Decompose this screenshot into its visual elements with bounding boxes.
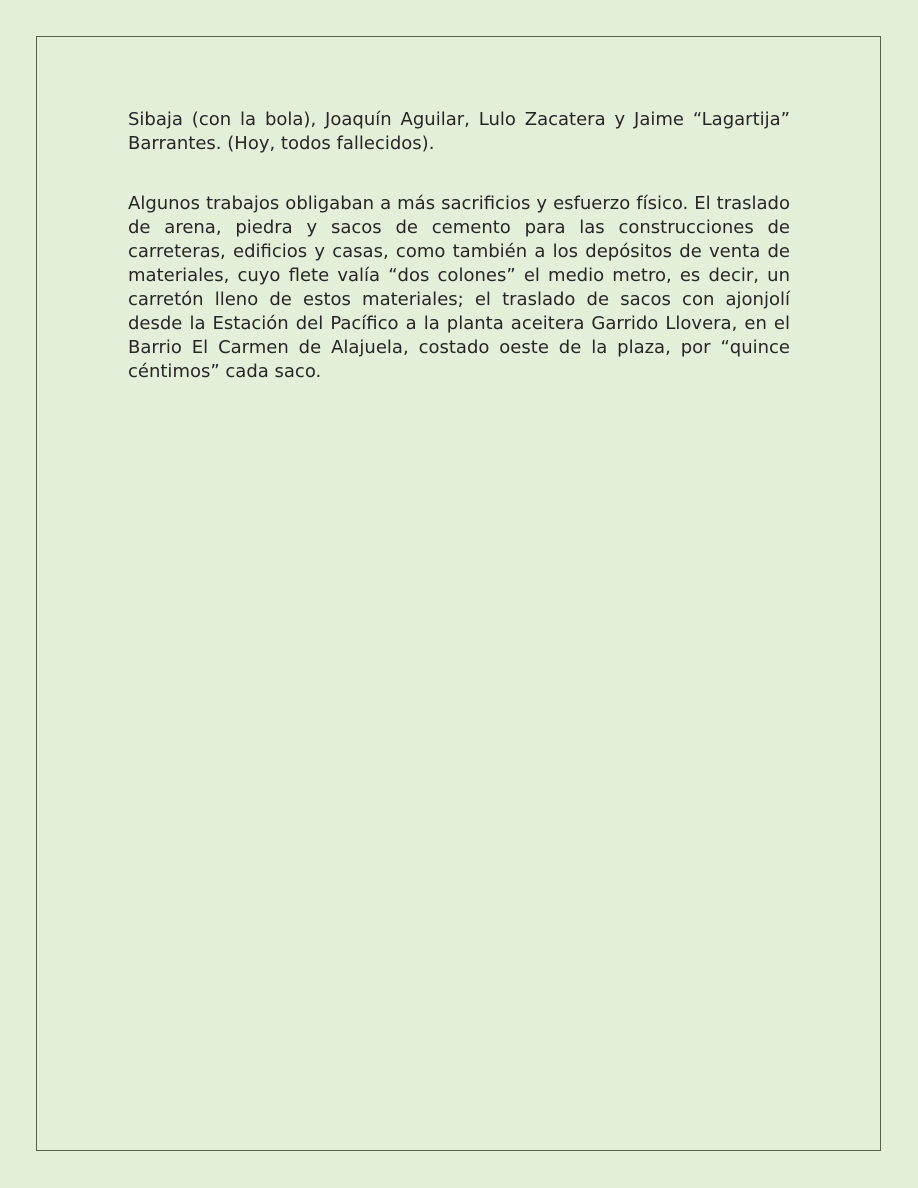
document-body <box>128 108 790 384</box>
paragraph-2: Algunos trabajos obligaban a más sacrificios y esfuerzo físico. El traslado de arena, piedra y sacos de cemento para las construcciones de carreteras, edificios y casas, como también a los depósitos de venta de materiales, cuyo flete valía “dos colones” el medio metro, es decir, un carretón lleno de estos materiales; el traslado de sacos con ajonjolí desde la Estación del Pacífico a la planta aceitera Garrido Llovera, en el Barrio El Carmen de Alajuela, costado oeste de la plaza, por “quince céntimos” cada saco. <box>128 193 790 382</box>
paragraph-1: Sibaja (con la bola), Joaquín Aguilar, Lulo Zacatera y Jaime “Lagartija” Barrantes. (Hoy, todos fallecidos). <box>128 109 790 154</box>
